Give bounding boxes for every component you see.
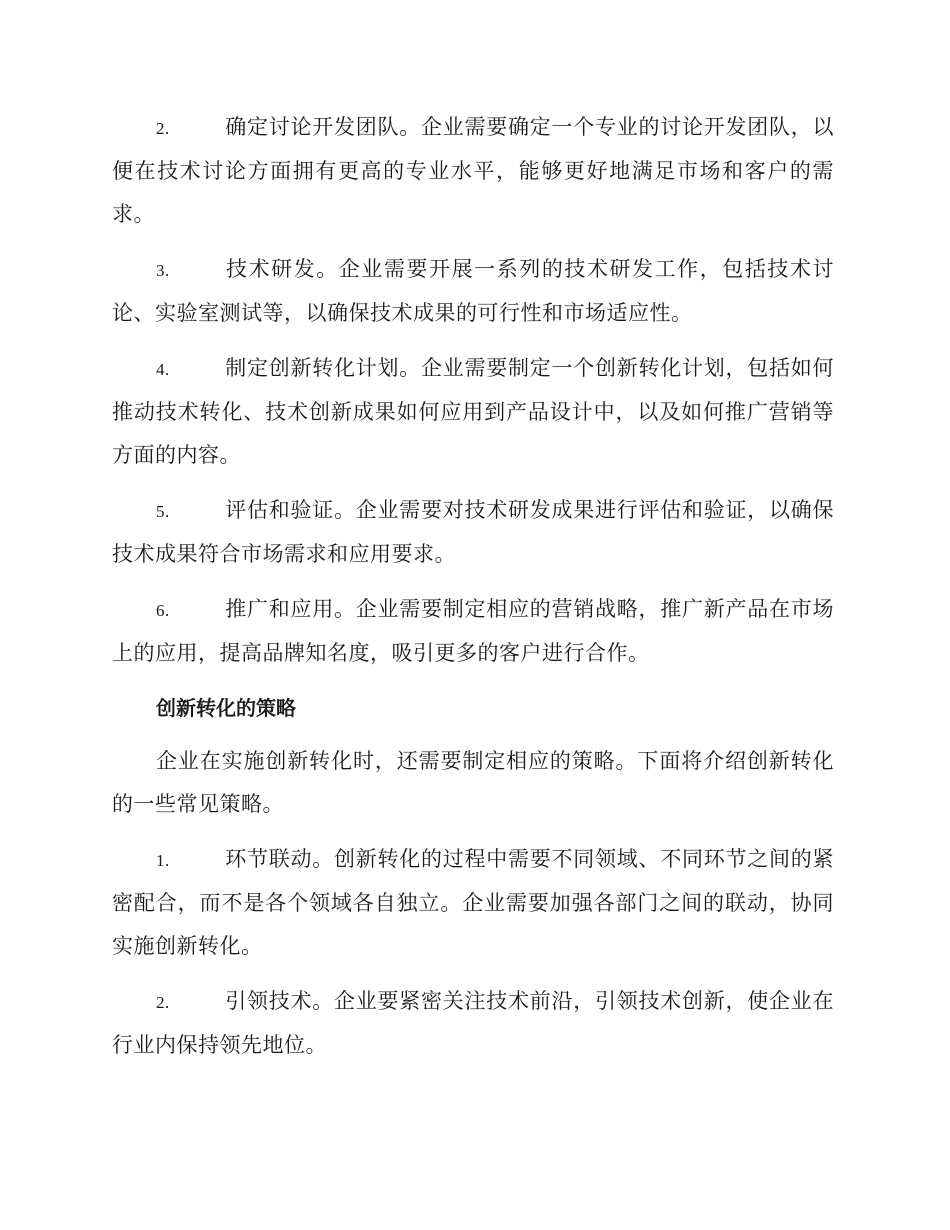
document-body	[112, 106, 834, 1079]
list-item	[112, 980, 834, 1067]
list-number: 2.	[156, 993, 170, 1012]
list-item-text: 推广和应用。企业需要制定相应的营销战略，推广新产品在市场上的应用，提高品牌知名度，吸引更多的客户进行合作。	[112, 597, 834, 665]
list-item	[112, 838, 834, 968]
list-item	[112, 347, 834, 477]
list-number: 1.	[156, 851, 170, 870]
list-item-text: 制定创新转化计划。企业需要制定一个创新转化计划，包括如何推动技术转化、技术创新成果如何应用到产品设计中，以及如何推广营销等方面的内容。	[112, 356, 834, 467]
list-item	[112, 106, 834, 236]
list-item	[112, 588, 834, 675]
list-item-text: 技术研发。企业需要开展一系列的技术研发工作，包括技术讨论、实验室测试等，以确保技术成果的可行性和市场适应性。	[112, 257, 834, 325]
list-number: 6.	[156, 601, 170, 620]
intro-paragraph: 企业在实施创新转化时，还需要制定相应的策略。下面将介绍创新转化的一些常见策略。	[112, 749, 834, 816]
list-item	[112, 489, 834, 576]
list-item-text: 评估和验证。企业需要对技术研发成果进行评估和验证，以确保技术成果符合市场需求和应用要求。	[112, 498, 834, 566]
list-item	[112, 248, 834, 335]
list-number: 5.	[156, 502, 170, 521]
list-item-text: 环节联动。创新转化的过程中需要不同领域、不同环节之间的紧密配合，而不是各个领域各自独立。企业需要加强各部门之间的联动，协同实施创新转化。	[112, 847, 834, 958]
list-number: 2.	[156, 119, 170, 138]
section-heading: 创新转化的策略	[156, 696, 296, 720]
list-item-text: 确定讨论开发团队。企业需要确定一个专业的讨论开发团队，以便在技术讨论方面拥有更高的专业水平，能够更好地满足市场和客户的需求。	[112, 115, 834, 226]
list-item-text: 引领技术。企业要紧密关注技术前沿，引领技术创新，使企业在行业内保持领先地位。	[112, 989, 834, 1057]
list-number: 4.	[156, 360, 170, 379]
list-number: 3.	[156, 261, 170, 280]
